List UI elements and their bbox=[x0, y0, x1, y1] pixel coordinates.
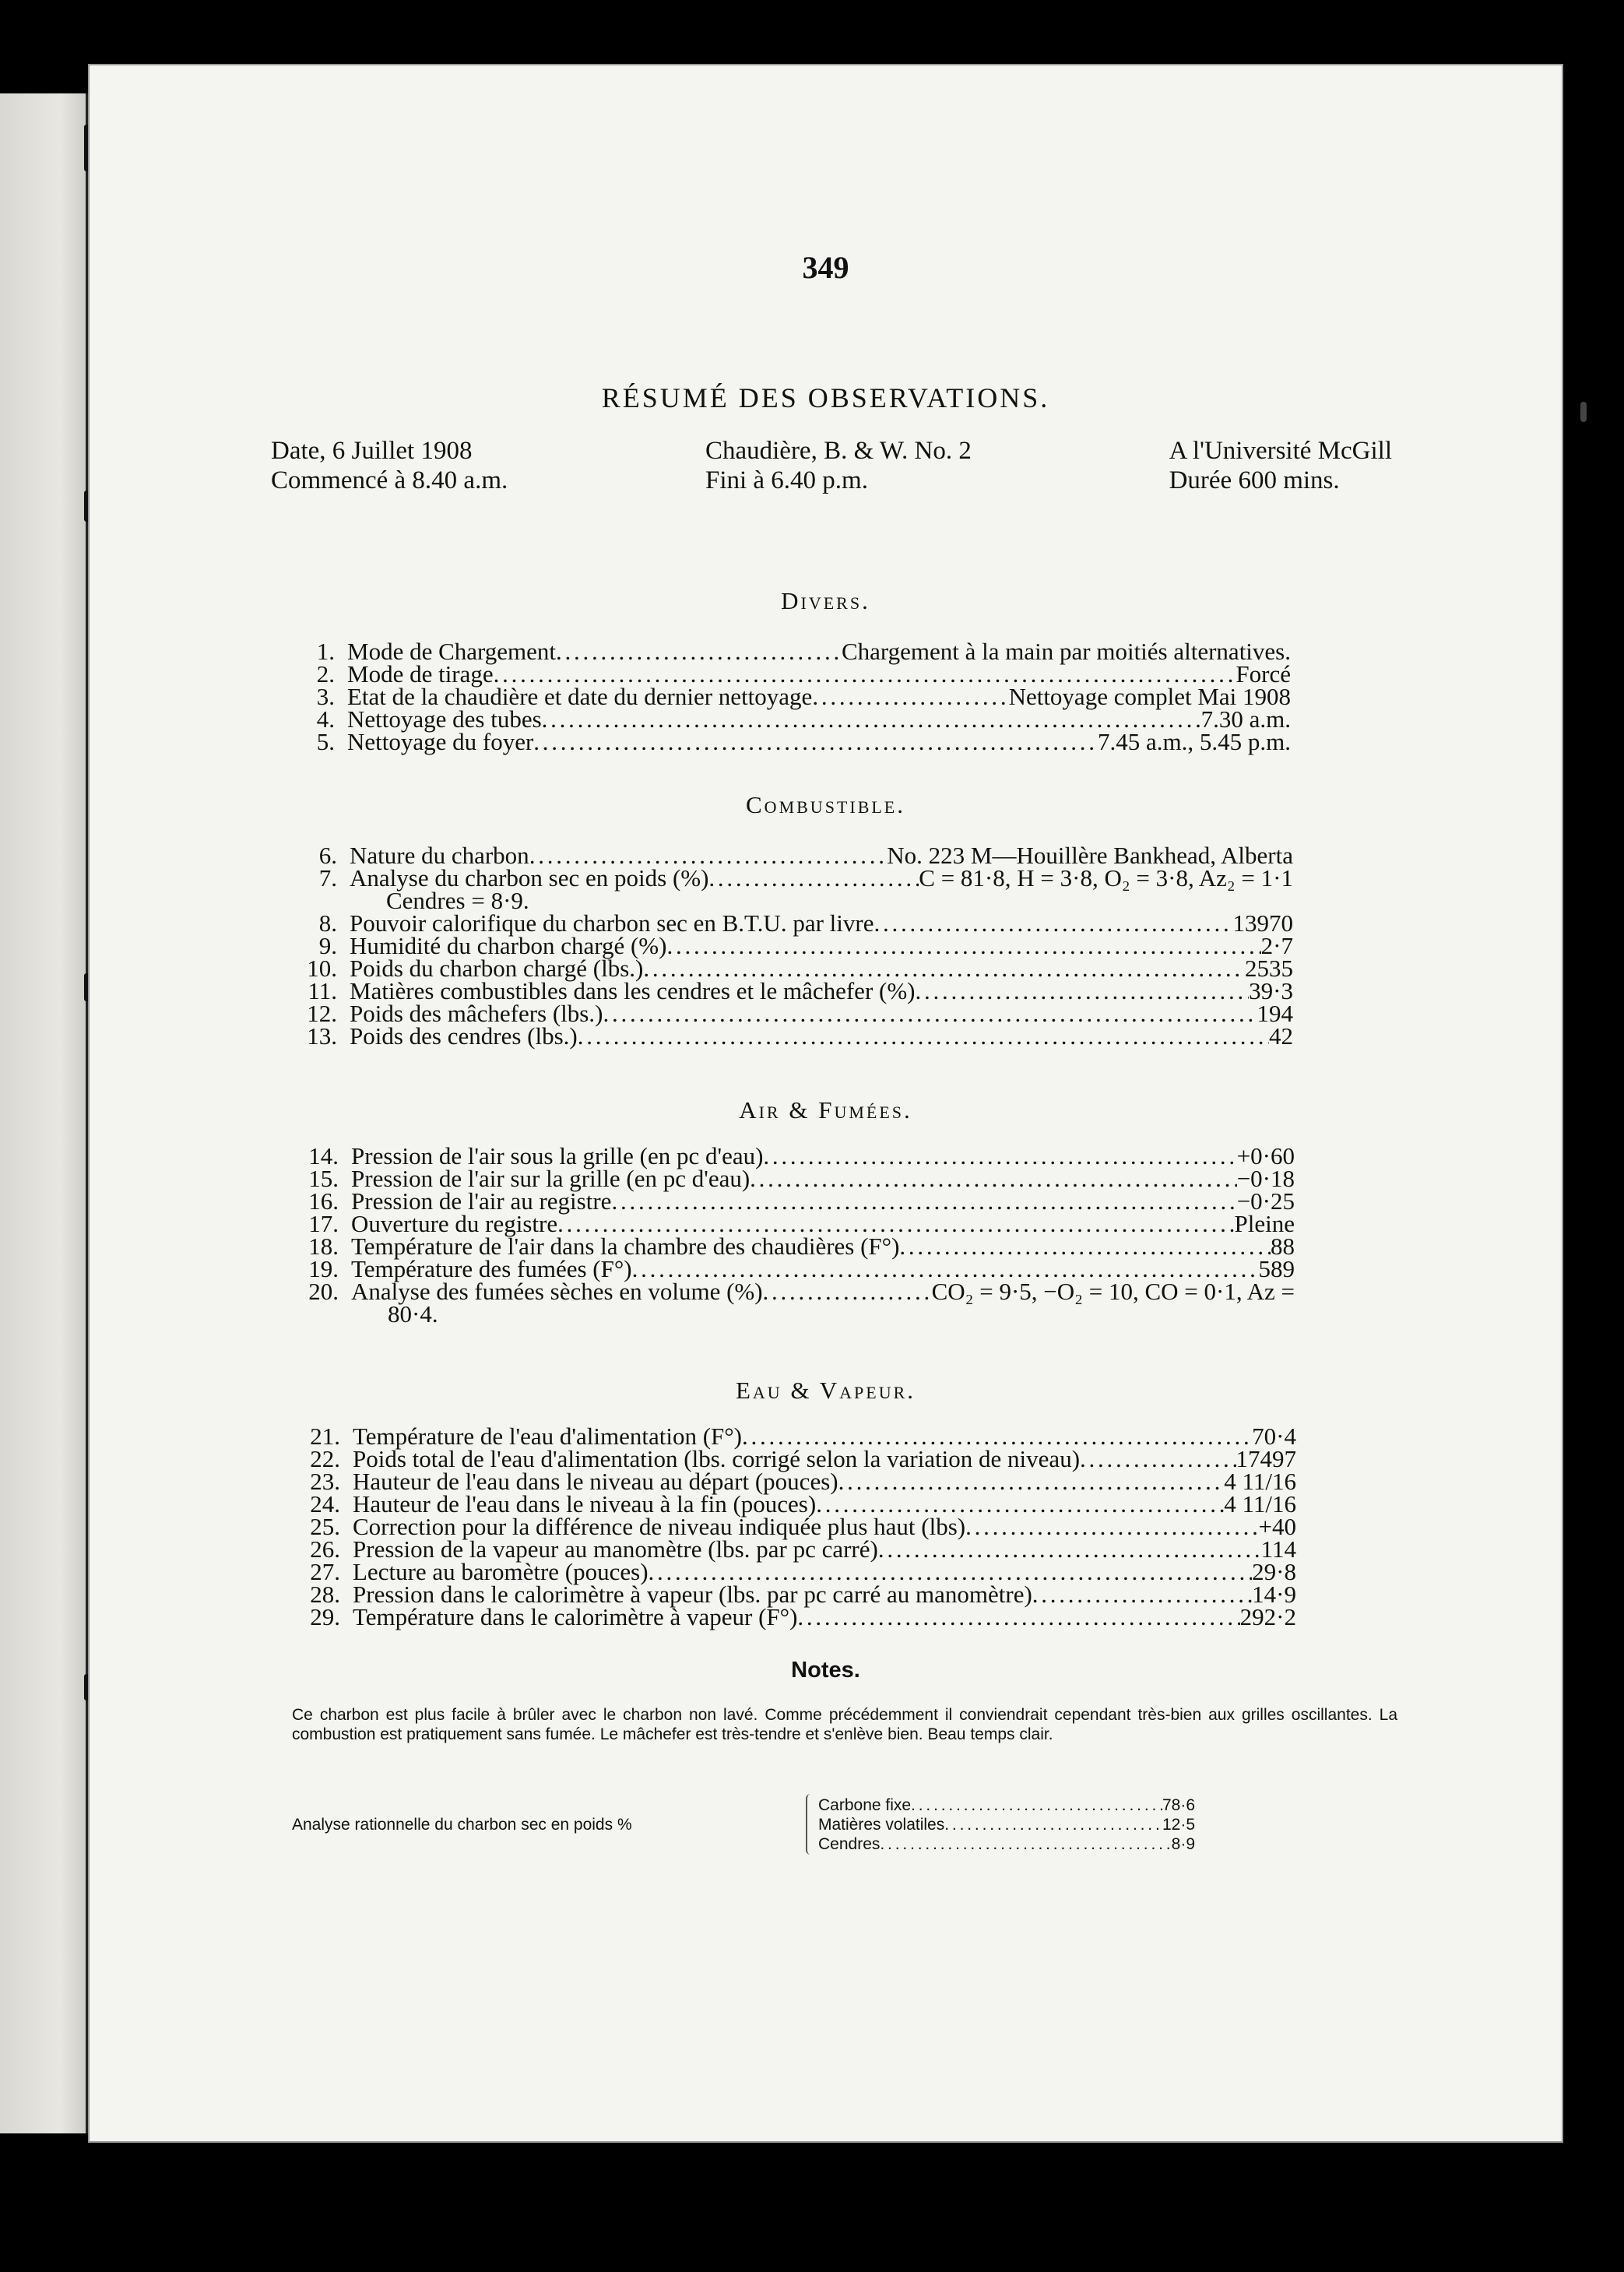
row-value: 194 bbox=[1257, 1000, 1293, 1027]
dot-leader bbox=[542, 708, 1201, 730]
analysis-item-value: 12·5 bbox=[1162, 1816, 1195, 1834]
row-label: Hauteur de l'eau dans le niveau à la fin (pouces) bbox=[353, 1490, 817, 1518]
previous-page-edge bbox=[0, 93, 88, 2133]
row-number: 7. bbox=[318, 864, 337, 892]
section-list bbox=[281, 842, 1293, 1050]
observation-row bbox=[281, 909, 1293, 937]
row-label: Pression dans le calorimètre à vapeur (lbs. par pc carré au manomètre) bbox=[353, 1581, 1032, 1608]
row-number: 9. bbox=[318, 932, 337, 959]
observation-row bbox=[281, 1022, 1293, 1050]
header-left bbox=[271, 436, 508, 495]
row-value: 13970 bbox=[1232, 909, 1293, 937]
dot-leader bbox=[529, 844, 888, 867]
section-list bbox=[284, 1425, 1296, 1628]
row-number: 25. bbox=[310, 1513, 340, 1540]
analysis-row bbox=[818, 1795, 1195, 1815]
section-list bbox=[283, 1142, 1295, 1328]
observation-row bbox=[283, 1280, 1295, 1303]
row-number: 3. bbox=[316, 683, 335, 710]
row-number: 19. bbox=[308, 1255, 339, 1282]
row-value: +40 bbox=[1258, 1513, 1296, 1540]
dot-leader bbox=[603, 1002, 1257, 1025]
dot-leader bbox=[632, 1257, 1259, 1280]
observation-row bbox=[284, 1470, 1296, 1493]
row-number: 22. bbox=[310, 1445, 340, 1472]
dot-leader bbox=[911, 1795, 1162, 1815]
row-value: 7.30 a.m. bbox=[1200, 705, 1291, 733]
row-value: 2535 bbox=[1245, 955, 1293, 982]
dot-leader bbox=[643, 957, 1245, 979]
dot-leader bbox=[557, 1212, 1234, 1235]
row-number: 10. bbox=[307, 955, 337, 982]
row-label: Température dans le calorimètre à vapeur (F°) bbox=[353, 1603, 798, 1630]
observation-row bbox=[279, 685, 1291, 708]
row-number: 5. bbox=[316, 728, 335, 755]
dot-leader bbox=[878, 1538, 1261, 1560]
dot-leader bbox=[916, 979, 1250, 1002]
row-value: 114 bbox=[1260, 1535, 1296, 1563]
row-label: Pression de la vapeur au manomètre (lbs. par pc carré) bbox=[353, 1535, 878, 1563]
row-label: Pouvoir calorifique du charbon sec en B.T.U. par livre bbox=[350, 909, 874, 937]
header-date: Date, 6 Juillet 1908 bbox=[271, 437, 473, 465]
row-label: Nettoyage du foyer bbox=[347, 728, 534, 755]
header-duration: Durée 600 mins. bbox=[1169, 466, 1340, 494]
row-value: C = 81·8, H = 3·8, O₂ = 3·8, Az₂ = 1·1 bbox=[919, 864, 1293, 892]
document-page bbox=[88, 64, 1563, 2143]
dot-leader bbox=[666, 934, 1260, 957]
row-label: Poids des cendres (lbs.) bbox=[350, 1022, 578, 1050]
row-value: 39·3 bbox=[1249, 977, 1293, 1004]
row-value: 17497 bbox=[1236, 1445, 1296, 1472]
row-value: 88 bbox=[1271, 1233, 1295, 1260]
row-label: Etat de la chaudière et date du dernier nettoyage bbox=[347, 683, 813, 710]
row-value: 4 11/16 bbox=[1224, 1490, 1296, 1518]
header-center bbox=[705, 436, 972, 495]
observation-row bbox=[281, 1002, 1293, 1025]
row-value: Forcé bbox=[1236, 660, 1291, 688]
observation-row bbox=[281, 955, 1293, 982]
observation-row bbox=[279, 660, 1291, 688]
observation-row bbox=[283, 1257, 1295, 1280]
observation-row bbox=[284, 1423, 1296, 1450]
row-number: 24. bbox=[310, 1490, 340, 1518]
dot-leader bbox=[742, 1425, 1252, 1447]
row-label: Température des fumées (F°) bbox=[351, 1255, 632, 1282]
page-number: 349 bbox=[802, 250, 849, 285]
observation-row bbox=[284, 1583, 1296, 1606]
observation-row bbox=[284, 1447, 1296, 1470]
row-number: 11. bbox=[308, 977, 337, 1004]
notes-title: Notes. bbox=[791, 1658, 860, 1683]
row-continuation: Cendres = 8·9. bbox=[386, 887, 529, 914]
row-label: Pression de l'air sur la grille (en pc d'eau) bbox=[351, 1165, 750, 1192]
row-continuation: 80·4. bbox=[388, 1300, 438, 1328]
row-label: Pression de l'air au registre bbox=[351, 1187, 612, 1215]
row-number: 26. bbox=[310, 1535, 340, 1563]
row-value: +0·60 bbox=[1236, 1142, 1295, 1169]
row-value: Nettoyage complet Mai 1908 bbox=[1008, 683, 1291, 710]
dot-leader bbox=[750, 1167, 1237, 1190]
analysis-item-value: 78·6 bbox=[1162, 1796, 1195, 1814]
header-right bbox=[1169, 436, 1392, 495]
row-value: −0·18 bbox=[1236, 1165, 1295, 1192]
observation-row bbox=[284, 1490, 1296, 1518]
row-number: 2. bbox=[316, 660, 335, 688]
row-label: Humidité du charbon chargé (%) bbox=[350, 932, 667, 959]
section-title: Divers. bbox=[781, 587, 870, 614]
row-number: 14. bbox=[308, 1142, 339, 1169]
observation-row bbox=[281, 844, 1293, 867]
observation-row bbox=[279, 640, 1291, 663]
scan-spot bbox=[1580, 402, 1587, 422]
observation-row bbox=[284, 1560, 1296, 1583]
row-number: 13. bbox=[307, 1022, 337, 1050]
observation-row bbox=[279, 705, 1291, 733]
observation-row bbox=[279, 730, 1291, 753]
dot-leader bbox=[649, 1560, 1253, 1583]
dot-leader bbox=[965, 1515, 1258, 1538]
observation-row bbox=[281, 934, 1293, 957]
observation-row bbox=[283, 1142, 1295, 1169]
row-label: Poids des mâchefers (lbs.) bbox=[350, 1000, 603, 1027]
dot-leader bbox=[838, 1470, 1225, 1493]
analysis-label: Analyse rationnelle du charbon sec en poids % bbox=[292, 1816, 632, 1834]
row-label: Poids total de l'eau d'alimentation (lbs. corrigé selon la variation de niveau) bbox=[353, 1445, 1081, 1472]
header-end: Fini à 6.40 p.m. bbox=[705, 466, 868, 494]
section-title: Combustible. bbox=[746, 791, 905, 818]
observation-row bbox=[283, 1167, 1295, 1190]
row-value: 29·8 bbox=[1252, 1558, 1296, 1585]
row-number: 21. bbox=[310, 1423, 340, 1450]
section-list bbox=[279, 640, 1291, 753]
row-value: Chargement à la main par moitiés alternatives. bbox=[841, 638, 1291, 665]
observation-row bbox=[283, 1212, 1295, 1235]
row-value: 2·7 bbox=[1260, 932, 1293, 959]
dot-leader bbox=[874, 912, 1232, 934]
row-label: Matières combustibles dans les cendres et le mâchefer (%) bbox=[350, 977, 916, 1004]
row-label: Poids du charbon chargé (lbs.) bbox=[350, 955, 644, 982]
dot-leader bbox=[1032, 1583, 1252, 1606]
dot-leader bbox=[578, 1025, 1269, 1047]
observation-row bbox=[283, 1233, 1295, 1260]
analysis-row bbox=[818, 1815, 1195, 1834]
row-number: 18. bbox=[308, 1233, 339, 1260]
section-title: Eau & Vapeur. bbox=[735, 1377, 916, 1404]
row-label: Hauteur de l'eau dans le niveau au départ (pouces) bbox=[353, 1468, 838, 1495]
row-label: Nettoyage des tubes bbox=[347, 705, 542, 733]
row-number: 28. bbox=[310, 1581, 340, 1608]
row-number: 1. bbox=[316, 638, 335, 665]
header-boiler: Chaudière, B. & W. No. 2 bbox=[705, 437, 972, 465]
row-value: 70·4 bbox=[1252, 1423, 1296, 1450]
row-number: 8. bbox=[318, 909, 337, 937]
row-label: Température de l'eau d'alimentation (F°) bbox=[353, 1423, 742, 1450]
row-number: 6. bbox=[318, 842, 337, 869]
row-value: Pleine bbox=[1234, 1210, 1295, 1237]
row-number: 4. bbox=[316, 705, 335, 733]
observation-row bbox=[284, 1603, 1296, 1630]
row-number: 29. bbox=[310, 1603, 340, 1630]
row-value: 42 bbox=[1269, 1022, 1293, 1050]
analysis-item-label: Carbone fixe bbox=[818, 1796, 912, 1814]
dot-leader bbox=[880, 1834, 1171, 1854]
analysis-row bbox=[818, 1834, 1195, 1854]
page-title: RÉSUMÉ DES OBSERVATIONS. bbox=[601, 382, 1050, 413]
dot-leader bbox=[816, 1493, 1224, 1515]
row-value: CO₂ = 9·5, −O₂ = 10, CO = 0·1, Az = bbox=[931, 1278, 1295, 1305]
dot-leader bbox=[533, 730, 1098, 753]
row-value: 7.45 a.m., 5.45 p.m. bbox=[1098, 728, 1291, 755]
dot-leader bbox=[763, 1145, 1236, 1167]
row-number: 15. bbox=[308, 1165, 339, 1192]
dot-leader bbox=[556, 640, 842, 663]
analysis-item-label: Matières volatiles bbox=[818, 1816, 945, 1834]
row-value: No. 223 M—Houillère Bankhead, Alberta bbox=[887, 842, 1293, 869]
row-number: 17. bbox=[308, 1210, 339, 1237]
analysis-item-label: Cendres bbox=[818, 1835, 881, 1853]
row-label: Correction pour la différence de niveau indiquée plus haut (lbs) bbox=[353, 1513, 966, 1540]
row-number: 12. bbox=[307, 1000, 337, 1027]
dot-leader bbox=[1080, 1447, 1236, 1470]
row-number: 20. bbox=[308, 1278, 339, 1305]
row-label: Ouverture du registre bbox=[351, 1210, 558, 1237]
section-title: Air & Fumées. bbox=[739, 1096, 912, 1124]
observation-row bbox=[283, 1187, 1295, 1215]
dot-leader bbox=[708, 867, 919, 889]
row-label: Analyse du charbon sec en poids (%) bbox=[350, 864, 709, 892]
dot-leader bbox=[494, 663, 1236, 685]
row-label: Pression de l'air sous la grille (en pc d'eau) bbox=[351, 1142, 764, 1169]
row-value: 292·2 bbox=[1239, 1603, 1296, 1630]
analysis-list bbox=[818, 1795, 1195, 1854]
observation-row bbox=[281, 979, 1293, 1002]
analysis-item-value: 8·9 bbox=[1171, 1835, 1195, 1853]
brace-mark bbox=[806, 1794, 815, 1855]
row-value: −0·25 bbox=[1236, 1187, 1295, 1215]
observation-row bbox=[281, 864, 1293, 892]
dot-leader bbox=[812, 685, 1008, 708]
notes-body: Ce charbon est plus facile à brûler avec le charbon non lavé. Comme précédemment il conviendrait cependant très-bien aux grilles oscillantes. La combustion est pratiquement sans fumée. Le mâchefer est très-tendre et s'enlève bien. Beau temps clair. bbox=[292, 1706, 1397, 1743]
dot-leader bbox=[944, 1815, 1162, 1834]
header-start: Commencé à 8.40 a.m. bbox=[271, 466, 508, 494]
row-label: Analyse des fumées sèches en volume (%) bbox=[351, 1278, 763, 1305]
dot-leader bbox=[899, 1235, 1271, 1257]
header-place: A l'Université McGill bbox=[1169, 437, 1392, 465]
row-label: Lecture au baromètre (pouces) bbox=[353, 1558, 649, 1585]
row-label: Température de l'air dans la chambre des chaudières (F°) bbox=[351, 1233, 900, 1260]
row-number: 27. bbox=[310, 1558, 340, 1585]
row-label: Nature du charbon bbox=[350, 842, 529, 869]
row-value: 4 11/16 bbox=[1224, 1468, 1296, 1495]
dot-leader bbox=[797, 1606, 1239, 1628]
row-value: 589 bbox=[1258, 1255, 1295, 1282]
row-number: 23. bbox=[310, 1468, 340, 1495]
dot-leader bbox=[763, 1280, 932, 1303]
observation-row bbox=[284, 1515, 1296, 1538]
row-value: 14·9 bbox=[1252, 1581, 1296, 1608]
test-header bbox=[271, 436, 1392, 495]
dot-leader bbox=[611, 1190, 1236, 1212]
observation-row bbox=[284, 1535, 1296, 1563]
row-label: Mode de tirage bbox=[347, 660, 494, 688]
row-label: Mode de Chargement bbox=[347, 638, 557, 665]
row-number: 16. bbox=[308, 1187, 339, 1215]
